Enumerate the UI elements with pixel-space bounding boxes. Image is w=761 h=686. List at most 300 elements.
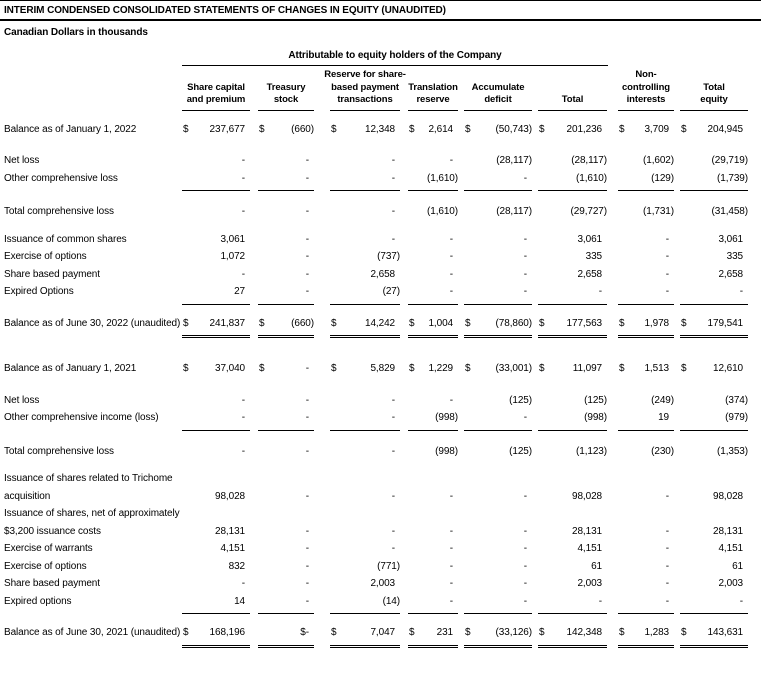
cell-value: 2,003 xyxy=(370,578,395,589)
row-issuance-of-shares-related-to-trichome xyxy=(4,470,761,488)
cell-reserve-share-based-payment xyxy=(330,283,400,305)
cell-non-controlling-interests xyxy=(618,488,674,506)
page-title: INTERIM CONDENSED CONSOLIDATED STATEMENTS OF CHANGES IN EQUITY (UNAUDITED) xyxy=(0,0,761,21)
row-issuance-of-common-shares xyxy=(4,231,761,249)
cell-value: (374) xyxy=(725,394,748,406)
cell-value: (125) xyxy=(509,445,532,457)
cell-total-equity xyxy=(680,593,748,615)
cell-value: 204,945 xyxy=(707,123,743,135)
cell-value: (33,126) xyxy=(495,627,532,638)
row-label: Issuance of common shares xyxy=(4,233,127,245)
cell-total xyxy=(538,624,607,648)
row-label: Total comprehensive loss xyxy=(4,206,114,217)
cell-non-controlling-interests xyxy=(618,248,674,266)
cell-value: (249) xyxy=(651,394,674,406)
cell-reserve-share-based-payment xyxy=(330,231,400,249)
cell-value: - xyxy=(523,268,527,280)
cell-accumulate-deficit xyxy=(464,231,532,249)
cell-value: 1,283 xyxy=(644,627,669,638)
cell-share-capital-and-premium xyxy=(182,540,250,558)
cell-value: 2,658 xyxy=(577,268,602,280)
dollar-sign: $ xyxy=(183,627,189,638)
dollar-sign: $ xyxy=(183,363,189,374)
cell-non-controlling-interests xyxy=(618,315,674,339)
cell-value: (737) xyxy=(377,251,400,262)
column-header-line: deficit xyxy=(484,94,512,105)
row-label: Balance as of June 30, 2021 (unaudited) xyxy=(4,627,181,638)
cell-non-controlling-interests xyxy=(618,203,674,221)
cell-value: - xyxy=(665,490,669,502)
cell-value: 98,028 xyxy=(713,490,743,502)
cell-value: 98,028 xyxy=(572,490,602,502)
cell-total xyxy=(538,409,607,431)
cell-value: 335 xyxy=(585,251,602,262)
cell-treasury-stock xyxy=(258,360,314,378)
group-header: Attributable to equity holders of the Company xyxy=(182,50,608,66)
cell-value: (998) xyxy=(584,412,607,423)
cell-total-equity xyxy=(680,558,748,576)
cell-total xyxy=(538,443,607,461)
cell-value: - xyxy=(241,155,245,166)
cell-value: - xyxy=(305,363,309,374)
row-label: Expired Options xyxy=(4,286,74,297)
column-header-line: Non- xyxy=(635,69,657,80)
cell-value: - xyxy=(391,490,395,502)
cell-total xyxy=(538,283,607,305)
cell-value: 201,236 xyxy=(566,123,602,135)
row-label: Other comprehensive loss xyxy=(4,172,118,184)
cell-translation-reserve xyxy=(408,203,458,221)
cell-total xyxy=(538,121,607,139)
cell-total-equity xyxy=(680,248,748,266)
cell-share-capital-and-premium xyxy=(182,315,250,339)
row-other-comprehensive-loss xyxy=(4,170,761,192)
cell-value: 4,151 xyxy=(220,543,245,554)
column-header-line: transactions xyxy=(337,94,393,105)
dollar-sign: $ xyxy=(619,363,625,374)
cell-value: 4,151 xyxy=(577,543,602,554)
cell-non-controlling-interests xyxy=(618,409,674,431)
cell-share-capital-and-premium xyxy=(182,575,250,593)
cell-share-capital-and-premium xyxy=(182,360,250,378)
cell-reserve-share-based-payment xyxy=(330,488,400,506)
cell-value: - xyxy=(665,595,669,607)
cell-value: - xyxy=(305,525,309,537)
cell-treasury-stock xyxy=(258,593,314,615)
cell-value: - xyxy=(305,172,309,184)
cell-value: - xyxy=(305,595,309,607)
cell-value: 142,348 xyxy=(566,627,602,638)
cell-value: 2,003 xyxy=(718,578,743,589)
row-label: Exercise of warrants xyxy=(4,543,93,554)
cell-value: 1,004 xyxy=(428,317,453,329)
cell-total-equity xyxy=(680,315,748,339)
cell-value: - xyxy=(305,155,309,166)
cell-value: - xyxy=(241,394,245,406)
cell-treasury-stock xyxy=(258,266,314,284)
cell-reserve-share-based-payment xyxy=(330,315,400,339)
cell-value: - xyxy=(665,251,669,262)
cell-translation-reserve xyxy=(408,283,458,305)
cell-value: 2,614 xyxy=(428,123,453,135)
cell-value: (660) xyxy=(291,123,314,135)
cell-value: 177,563 xyxy=(566,317,602,329)
cell-treasury-stock xyxy=(258,231,314,249)
dollar-sign: $ xyxy=(619,627,625,638)
cell-value: - xyxy=(305,578,309,589)
cell-value: 2,003 xyxy=(577,578,602,589)
cell-value: - xyxy=(391,394,395,406)
column-header-non-controlling-interests xyxy=(618,69,674,111)
column-header-line: interests xyxy=(626,94,666,105)
cell-value: - xyxy=(305,394,309,406)
dollar-sign: $ xyxy=(409,627,415,638)
row-share-based-payment xyxy=(4,575,761,593)
cell-value: - xyxy=(391,206,395,217)
dollar-sign: $ xyxy=(681,627,687,638)
row-acquisition xyxy=(4,488,761,506)
cell-value: - xyxy=(241,412,245,423)
cell-total-equity xyxy=(680,231,748,249)
cell-accumulate-deficit xyxy=(464,575,532,593)
cell-value: (28,117) xyxy=(496,155,532,166)
column-header-line: based payment xyxy=(331,81,399,93)
cell-value: - xyxy=(305,286,309,297)
cell-reserve-share-based-payment xyxy=(330,575,400,593)
cell-value: - xyxy=(241,445,245,457)
cell-non-controlling-interests xyxy=(618,593,674,615)
cell-value: - xyxy=(391,445,395,457)
cell-total-equity xyxy=(680,266,748,284)
cell-value: (1,123) xyxy=(576,445,607,457)
cell-value: - xyxy=(241,268,245,280)
row-balance-as-of-january-1-2022 xyxy=(4,121,761,139)
row-label: Balance as of June 30, 2022 (unaudited) xyxy=(4,317,181,329)
cell-value: (771) xyxy=(377,560,400,572)
cell-value: 7,047 xyxy=(370,627,395,638)
column-header-translation-reserve xyxy=(408,70,458,111)
cell-value: - xyxy=(523,560,527,572)
cell-translation-reserve xyxy=(408,315,458,339)
cell-value: (998) xyxy=(435,445,458,457)
cell-reserve-share-based-payment xyxy=(330,624,400,648)
row-label: Expired options xyxy=(4,595,72,607)
dollar-sign: $ xyxy=(183,317,189,329)
cell-non-controlling-interests xyxy=(618,283,674,305)
cell-value: - xyxy=(665,525,669,537)
cell-treasury-stock xyxy=(258,624,314,648)
cell-value: 12,348 xyxy=(365,123,395,135)
cell-translation-reserve xyxy=(408,575,458,593)
cell-value: - xyxy=(665,233,669,245)
cell-value: $- xyxy=(300,627,309,638)
cell-total xyxy=(538,248,607,266)
cell-value: - xyxy=(391,412,395,423)
cell-treasury-stock xyxy=(258,392,314,410)
cell-accumulate-deficit xyxy=(464,152,532,170)
cell-value: - xyxy=(523,172,527,184)
cell-share-capital-and-premium xyxy=(182,488,250,506)
cell-translation-reserve xyxy=(408,540,458,558)
cell-treasury-stock xyxy=(258,170,314,192)
cell-accumulate-deficit xyxy=(464,248,532,266)
cell-total-equity xyxy=(680,575,748,593)
cell-accumulate-deficit xyxy=(464,266,532,284)
cell-value: - xyxy=(449,251,453,262)
cell-value: - xyxy=(391,155,395,166)
row-other-comprehensive-income-loss xyxy=(4,409,761,431)
cell-value: - xyxy=(523,233,527,245)
cell-accumulate-deficit xyxy=(464,523,532,541)
dollar-sign: $ xyxy=(259,123,265,135)
cell-non-controlling-interests xyxy=(618,443,674,461)
cell-share-capital-and-premium xyxy=(182,593,250,615)
row-label: Balance as of January 1, 2021 xyxy=(4,363,137,374)
cell-translation-reserve xyxy=(408,121,458,139)
cell-total xyxy=(538,558,607,576)
cell-value: (230) xyxy=(651,445,674,457)
column-header-line: Total xyxy=(561,94,584,105)
cell-accumulate-deficit xyxy=(464,593,532,615)
cell-total-equity xyxy=(680,360,748,378)
cell-total xyxy=(538,593,607,615)
cell-total-equity xyxy=(680,121,748,139)
column-header-accumulate-deficit xyxy=(464,70,532,111)
cell-accumulate-deficit xyxy=(464,315,532,339)
cell-value: 1,513 xyxy=(644,363,669,374)
cell-value: 11,097 xyxy=(572,363,602,374)
dollar-sign: $ xyxy=(465,317,471,329)
cell-reserve-share-based-payment xyxy=(330,360,400,378)
cell-treasury-stock xyxy=(258,540,314,558)
cell-treasury-stock xyxy=(258,203,314,221)
row-total-comprehensive-loss xyxy=(4,443,761,461)
cell-value: 28,131 xyxy=(713,525,743,537)
cell-treasury-stock xyxy=(258,575,314,593)
cell-value: - xyxy=(449,286,453,297)
cell-total xyxy=(538,575,607,593)
cell-treasury-stock xyxy=(258,488,314,506)
cell-total-equity xyxy=(680,392,748,410)
column-header-line: Share capital xyxy=(187,81,245,93)
dollar-sign: $ xyxy=(681,317,687,329)
header-label-spacer xyxy=(4,108,182,111)
row-3-200-issuance-costs xyxy=(4,523,761,541)
cell-reserve-share-based-payment xyxy=(330,409,400,431)
cell-share-capital-and-premium xyxy=(182,523,250,541)
cell-value: - xyxy=(739,595,743,607)
cell-value: 3,709 xyxy=(644,123,669,135)
cell-value: 27 xyxy=(234,286,245,297)
cell-value: (31,458) xyxy=(711,206,748,217)
cell-non-controlling-interests xyxy=(618,152,674,170)
cell-value: - xyxy=(391,525,395,537)
cell-value: - xyxy=(449,543,453,554)
cell-total-equity xyxy=(680,409,748,431)
cell-total-equity xyxy=(680,203,748,221)
cell-value: - xyxy=(449,595,453,607)
cell-non-controlling-interests xyxy=(618,540,674,558)
cell-share-capital-and-premium xyxy=(182,558,250,576)
cell-value: - xyxy=(523,251,527,262)
cell-value: 61 xyxy=(591,560,602,572)
cell-value: (29,719) xyxy=(711,155,748,166)
row-expired-options xyxy=(4,593,761,615)
cell-value: - xyxy=(598,595,602,607)
cell-total xyxy=(538,523,607,541)
cell-accumulate-deficit xyxy=(464,558,532,576)
cell-total xyxy=(538,152,607,170)
cell-value: - xyxy=(391,233,395,245)
dollar-sign: $ xyxy=(409,123,415,135)
dollar-sign: $ xyxy=(681,363,687,374)
cell-translation-reserve xyxy=(408,523,458,541)
cell-value: - xyxy=(305,560,309,572)
cell-share-capital-and-premium xyxy=(182,392,250,410)
cell-value: 98,028 xyxy=(215,490,245,502)
cell-non-controlling-interests xyxy=(618,392,674,410)
cell-value: (125) xyxy=(509,394,532,406)
cell-value: (29,727) xyxy=(570,206,607,217)
cell-translation-reserve xyxy=(408,624,458,648)
column-header-line: Treasury xyxy=(266,81,306,93)
dollar-sign: $ xyxy=(539,123,545,135)
cell-translation-reserve xyxy=(408,266,458,284)
column-header-treasury-stock xyxy=(258,70,314,111)
cell-share-capital-and-premium xyxy=(182,248,250,266)
cell-value: (979) xyxy=(725,412,748,423)
cell-share-capital-and-premium xyxy=(182,624,250,648)
cell-reserve-share-based-payment xyxy=(330,266,400,284)
cell-accumulate-deficit xyxy=(464,360,532,378)
cell-value: - xyxy=(523,525,527,537)
cell-value: 1,072 xyxy=(220,251,245,262)
row-issuance-of-shares-net-of-approximately xyxy=(4,505,761,523)
row-label: Exercise of options xyxy=(4,251,87,262)
row-expired-options xyxy=(4,283,761,305)
equity-table xyxy=(4,50,761,648)
cell-total-equity xyxy=(680,624,748,648)
cell-accumulate-deficit xyxy=(464,283,532,305)
row-balance-as-of-june-30-2022-unaudited xyxy=(4,315,761,339)
cell-translation-reserve xyxy=(408,593,458,615)
row-exercise-of-options xyxy=(4,558,761,576)
column-header-share-capital-and-premium xyxy=(182,70,250,111)
cell-treasury-stock xyxy=(258,443,314,461)
cell-value: - xyxy=(305,490,309,502)
cell-value: (27) xyxy=(382,286,400,297)
cell-total-equity xyxy=(680,170,748,192)
cell-value: - xyxy=(449,525,453,537)
cell-value: 3,061 xyxy=(718,233,743,245)
row-label: Net loss xyxy=(4,155,40,166)
column-header-line: reserve xyxy=(416,94,450,105)
dollar-sign: $ xyxy=(331,317,337,329)
cell-share-capital-and-premium xyxy=(182,152,250,170)
cell-value: 19 xyxy=(658,412,669,423)
cell-treasury-stock xyxy=(258,523,314,541)
cell-value: 2,658 xyxy=(370,268,395,280)
cell-reserve-share-based-payment xyxy=(330,392,400,410)
cell-value: (660) xyxy=(291,317,314,329)
cell-share-capital-and-premium xyxy=(182,231,250,249)
cell-translation-reserve xyxy=(408,248,458,266)
cell-reserve-share-based-payment xyxy=(330,152,400,170)
cell-value: 3,061 xyxy=(577,233,602,245)
cell-value: 28,131 xyxy=(215,525,245,537)
cell-treasury-stock xyxy=(258,409,314,431)
cell-translation-reserve xyxy=(408,443,458,461)
cell-total xyxy=(538,231,607,249)
cell-value: 237,677 xyxy=(209,123,245,135)
cell-total xyxy=(538,360,607,378)
row-label: Net loss xyxy=(4,394,40,406)
cell-accumulate-deficit xyxy=(464,624,532,648)
cell-value: 1,978 xyxy=(644,317,669,329)
dollar-sign: $ xyxy=(331,627,337,638)
cell-accumulate-deficit xyxy=(464,170,532,192)
cell-share-capital-and-premium xyxy=(182,266,250,284)
cell-translation-reserve xyxy=(408,360,458,378)
cell-reserve-share-based-payment xyxy=(330,203,400,221)
cell-total-equity xyxy=(680,540,748,558)
row-label: $3,200 issuance costs xyxy=(4,525,101,537)
cell-reserve-share-based-payment xyxy=(330,540,400,558)
cell-non-controlling-interests xyxy=(618,231,674,249)
cell-value: - xyxy=(305,206,309,217)
cell-value: - xyxy=(449,560,453,572)
cell-value: - xyxy=(598,286,602,297)
cell-non-controlling-interests xyxy=(618,558,674,576)
cell-reserve-share-based-payment xyxy=(330,523,400,541)
column-header-row xyxy=(4,69,761,111)
dollar-sign: $ xyxy=(331,123,337,135)
cell-total xyxy=(538,488,607,506)
cell-total xyxy=(538,203,607,221)
column-header-total xyxy=(538,70,607,111)
dollar-sign: $ xyxy=(465,363,471,374)
cell-value: - xyxy=(391,543,395,554)
cell-value: 14 xyxy=(234,595,245,607)
cell-accumulate-deficit xyxy=(464,443,532,461)
cell-value: 179,541 xyxy=(707,317,743,329)
cell-value: 12,610 xyxy=(713,363,743,374)
row-exercise-of-warrants xyxy=(4,540,761,558)
cell-share-capital-and-premium xyxy=(182,409,250,431)
cell-value: - xyxy=(665,578,669,589)
cell-value: - xyxy=(523,595,527,607)
column-header-line: Translation xyxy=(408,81,458,93)
cell-value: (1,353) xyxy=(717,445,748,457)
cell-non-controlling-interests xyxy=(618,624,674,648)
dollar-sign: $ xyxy=(409,363,415,374)
row-label: Share based payment xyxy=(4,578,100,589)
cell-reserve-share-based-payment xyxy=(330,443,400,461)
cell-value: - xyxy=(523,578,527,589)
cell-value: (1,739) xyxy=(717,172,748,184)
row-label: Other comprehensive income (loss) xyxy=(4,412,159,423)
cell-value: (998) xyxy=(435,412,458,423)
cell-non-controlling-interests xyxy=(618,523,674,541)
cell-total xyxy=(538,540,607,558)
cell-reserve-share-based-payment xyxy=(330,248,400,266)
row-balance-as-of-june-30-2021-unaudited xyxy=(4,624,761,648)
row-label: Exercise of options xyxy=(4,560,87,572)
dollar-sign: $ xyxy=(619,317,625,329)
row-net-loss xyxy=(4,152,761,170)
cell-value: - xyxy=(449,155,453,166)
row-label: Total comprehensive loss xyxy=(4,445,114,457)
